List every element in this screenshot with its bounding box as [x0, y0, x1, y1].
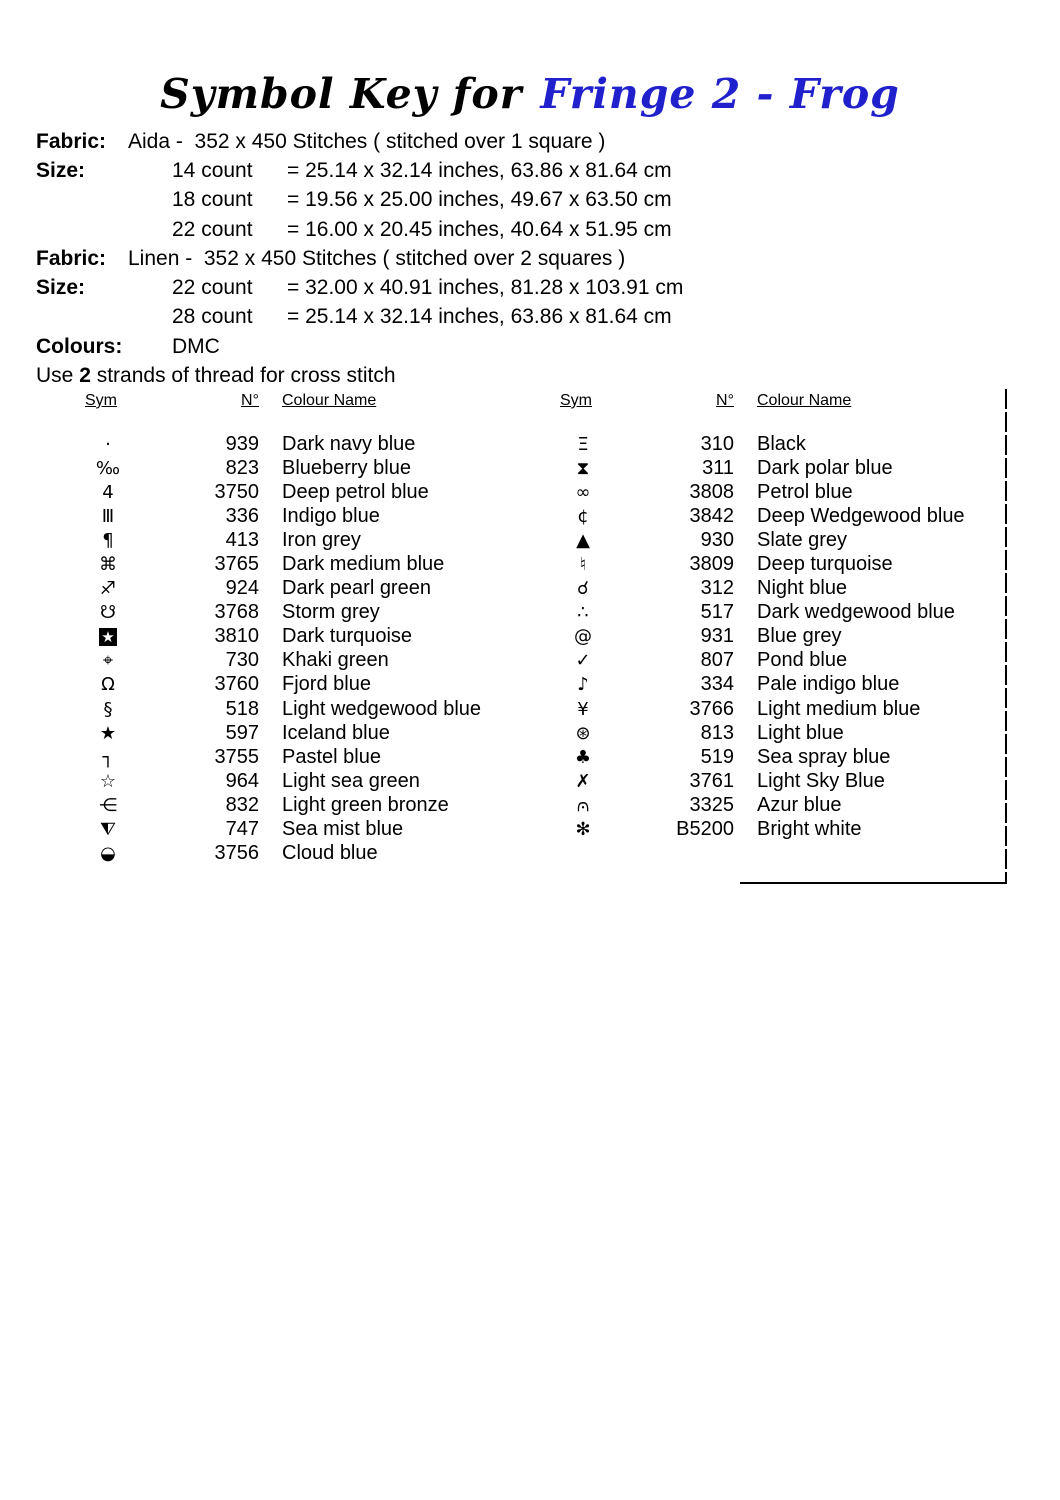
colour-name-cell: Dark turquoise	[282, 625, 413, 648]
colour-name-cell: Dark navy blue	[282, 432, 416, 455]
dmc-number-cell: 3750	[214, 480, 259, 503]
column-header-colour-name: Colour Name	[282, 392, 377, 409]
symbol-cell	[560, 747, 606, 768]
symbol-cell	[85, 602, 131, 623]
colour-name-cell: Iron grey	[282, 528, 361, 551]
colour-name-cell: Black	[757, 432, 806, 455]
colour-name-cell: Sea mist blue	[282, 818, 404, 841]
stitch-symbol: ⌘	[99, 554, 117, 576]
colour-name-cell: Deep Wedgewood blue	[757, 504, 965, 527]
table-row	[85, 673, 560, 697]
symbol-cell	[85, 843, 131, 864]
symbol-cell	[85, 458, 131, 479]
symbol-cell	[560, 699, 606, 720]
symbol-cell	[85, 747, 131, 768]
dmc-number-cell: 336	[225, 504, 259, 527]
table-row	[560, 432, 1000, 456]
dmc-number-cell: 3760	[214, 673, 259, 696]
dmc-number-cell: 3768	[214, 601, 259, 624]
stitch-symbol: @	[574, 626, 592, 648]
table-row	[560, 456, 1000, 480]
table-row	[85, 625, 560, 649]
info-label: Colours:	[36, 334, 123, 358]
stitch-symbol: ♐	[99, 578, 117, 600]
dmc-number-cell: 413	[225, 528, 259, 551]
dmc-number-cell: 964	[225, 769, 259, 792]
info-count: 28 count	[172, 305, 253, 329]
colour-name-cell: Light green bronze	[282, 793, 449, 816]
colour-name-cell: Blueberry blue	[282, 456, 411, 479]
key-table-left	[85, 389, 560, 866]
stitch-symbol: Ⅲ	[101, 505, 115, 527]
dmc-number-cell: 3756	[214, 842, 259, 865]
table-row	[85, 528, 560, 552]
table-row	[85, 793, 560, 817]
symbol-cell	[85, 795, 131, 816]
dmc-number-cell: 3842	[689, 504, 734, 527]
colour-name-cell: Fjord blue	[282, 673, 371, 696]
stitch-symbol: ⧗	[576, 457, 590, 479]
symbol-cell	[560, 458, 606, 479]
dmc-number-cell: 747	[225, 818, 259, 841]
info-count: DMC	[172, 334, 220, 358]
dmc-number-cell: 334	[700, 673, 734, 696]
info-dimensions: = 25.14 x 32.14 inches, 63.86 x 81.64 cm	[287, 158, 672, 182]
info-line	[36, 332, 683, 361]
stitch-symbol: ♣	[574, 746, 592, 768]
colour-name-cell: Pond blue	[757, 649, 848, 672]
dmc-number-cell: 823	[225, 456, 259, 479]
colour-name-cell: Dark medium blue	[282, 553, 445, 576]
symbol-cell	[85, 530, 131, 551]
info-count: 22 count	[172, 276, 253, 300]
symbol-cell	[85, 578, 131, 599]
info-line	[36, 361, 683, 390]
info-label: Size:	[36, 276, 86, 300]
symbol-cell	[85, 771, 131, 792]
stitch-symbol: ∞	[575, 481, 591, 503]
info-dimensions: = 25.14 x 32.14 inches, 63.86 x 81.64 cm	[287, 305, 672, 329]
symbol-cell	[85, 819, 131, 840]
stitch-symbol: ⩀	[576, 794, 590, 816]
stitch-symbol: ∴	[577, 602, 589, 624]
stitch-symbol: §	[103, 698, 113, 720]
stitch-symbol: ⧨	[99, 819, 117, 841]
page-title	[0, 70, 1060, 118]
stitch-symbol: ¶	[102, 529, 114, 551]
table-row	[560, 673, 1000, 697]
colour-name-cell: Light medium blue	[757, 697, 921, 720]
info-text: Aida - 352 x 450 Stitches ( stitched over 1 square )	[128, 129, 606, 153]
table-row	[560, 745, 1000, 769]
dmc-number-cell: 517	[700, 601, 734, 624]
dmc-number-cell: 3766	[689, 697, 734, 720]
colour-name-cell: Light wedgewood blue	[282, 697, 482, 720]
dmc-number-cell: 730	[225, 649, 259, 672]
colour-name-cell: Storm grey	[282, 601, 380, 624]
column-header-sym: Sym	[560, 392, 592, 409]
dmc-number-cell: 311	[702, 456, 734, 479]
symbol-cell	[560, 771, 606, 792]
info-count: 18 count	[172, 188, 253, 212]
symbol-cell	[560, 819, 606, 840]
table-row	[560, 601, 1000, 625]
stitch-symbol: ¢	[577, 505, 589, 527]
symbol-cell	[85, 506, 131, 527]
stitch-symbol: ‰	[95, 457, 121, 479]
info-line	[36, 273, 683, 302]
info-text: strands of thread for cross stitch	[90, 364, 396, 388]
table-row	[560, 625, 1000, 649]
dmc-number-cell: 3809	[689, 553, 734, 576]
colour-name-cell: Pale indigo blue	[757, 673, 900, 696]
stitch-symbol: ✓	[575, 650, 591, 672]
table-row	[560, 552, 1000, 576]
stitch-symbol: Ω	[101, 674, 115, 696]
stitch-symbol: ★	[99, 722, 117, 744]
table-right-border-line	[1005, 389, 1007, 884]
column-header-colour-name: Colour Name	[757, 392, 852, 409]
symbol-cell	[560, 482, 606, 503]
page-title-prefix: Symbol Key for	[160, 70, 523, 118]
info-line	[36, 127, 683, 156]
table-row	[560, 528, 1000, 552]
colour-name-cell: Iceland blue	[282, 721, 390, 744]
symbol-cell	[85, 482, 131, 503]
dmc-number-cell: 310	[700, 432, 734, 455]
stitch-symbol: ♮	[579, 554, 587, 576]
table-row	[560, 721, 1000, 745]
stitch-symbol: ¥	[577, 698, 589, 720]
colour-name-cell: Dark pearl green	[282, 577, 431, 600]
table-row	[85, 745, 560, 769]
info-line	[36, 244, 683, 273]
info-label: Fabric:	[36, 246, 107, 270]
colour-name-cell: Azur blue	[757, 793, 842, 816]
dmc-number-cell: 3325	[689, 793, 734, 816]
symbol-cell	[560, 434, 606, 455]
colour-name-cell: Indigo blue	[282, 504, 380, 527]
dmc-number-cell: 597	[225, 721, 259, 744]
info-dimensions: = 16.00 x 20.45 inches, 40.64 x 51.95 cm	[287, 217, 672, 241]
stitch-symbol: ☆	[99, 770, 117, 792]
info-count: 22 count	[172, 217, 253, 241]
stitch-symbol: ⋲	[99, 794, 117, 816]
key-table-right	[560, 389, 1000, 866]
table-row	[85, 432, 560, 456]
symbol-cell	[560, 506, 606, 527]
dmc-number-cell: 931	[700, 625, 734, 648]
info-count: 14 count	[172, 158, 253, 182]
colour-name-cell: Cloud blue	[282, 842, 378, 865]
symbol-cell	[85, 723, 131, 744]
info-text: Use	[36, 364, 80, 388]
colour-name-cell: Sea spray blue	[757, 745, 891, 768]
stitch-symbol: ✻	[575, 819, 591, 841]
dmc-number-cell: 312	[700, 577, 734, 600]
dmc-number-cell: 832	[225, 793, 259, 816]
info-dimensions: = 32.00 x 40.91 inches, 81.28 x 103.91 cm	[287, 276, 684, 300]
project-name: Fringe 2 - Frog	[540, 70, 900, 118]
symbol-cell	[560, 723, 606, 744]
dmc-number-cell: 3761	[689, 769, 734, 792]
info-label: Size:	[36, 158, 86, 182]
colour-name-cell: Pastel blue	[282, 745, 381, 768]
colour-name-cell: Slate grey	[757, 528, 848, 551]
dmc-number-cell: 924	[225, 577, 259, 600]
symbol-cell	[560, 650, 606, 671]
stitch-symbol: ◒	[100, 843, 116, 865]
table-row	[85, 769, 560, 793]
colour-name-cell: Deep petrol blue	[282, 480, 429, 503]
table-row	[560, 793, 1000, 817]
stitch-symbol: ⌖	[102, 650, 114, 672]
stitch-symbol: ▲	[576, 529, 590, 551]
table-row	[85, 504, 560, 528]
table-row	[85, 721, 560, 745]
table-row	[85, 818, 560, 842]
column-header-number: N°	[716, 392, 734, 409]
symbol-cell	[560, 674, 606, 695]
symbol-cell	[85, 650, 131, 671]
key-table-section	[0, 389, 1060, 866]
dmc-number-cell: 3810	[214, 625, 259, 648]
colour-name-cell: Dark wedgewood blue	[757, 601, 955, 624]
dmc-number-cell: 3765	[214, 553, 259, 576]
symbol-cell	[85, 434, 131, 455]
symbol-cell	[85, 674, 131, 695]
dmc-number-cell: 519	[700, 745, 734, 768]
dmc-number-cell: B5200	[676, 818, 734, 841]
info-line	[36, 156, 683, 185]
symbol-cell	[560, 530, 606, 551]
table-row	[560, 649, 1000, 673]
column-header-sym: Sym	[85, 392, 117, 409]
table-row	[85, 649, 560, 673]
symbol-cell	[560, 626, 606, 647]
table-row	[85, 577, 560, 601]
table-row	[85, 601, 560, 625]
info-text: Linen - 352 x 450 Stitches ( stitched over 2 squares )	[128, 246, 626, 270]
table-row	[560, 818, 1000, 842]
fabric-info-block	[36, 127, 683, 391]
colour-name-cell: Blue grey	[757, 625, 842, 648]
stitch-symbol: ☌	[576, 578, 590, 600]
table-row	[85, 456, 560, 480]
info-line	[36, 186, 683, 215]
symbol-cell	[560, 554, 606, 575]
colour-name-cell: Dark polar blue	[757, 456, 893, 479]
symbol-cell	[85, 699, 131, 720]
column-header-number: N°	[241, 392, 259, 409]
table-row	[560, 577, 1000, 601]
colour-name-cell: Bright white	[757, 818, 862, 841]
table-row	[85, 697, 560, 721]
info-label: Fabric:	[36, 129, 107, 153]
colour-name-cell: Deep turquoise	[757, 553, 893, 576]
colour-name-cell: Light Sky Blue	[757, 769, 885, 792]
colour-name-cell: Petrol blue	[757, 480, 853, 503]
colour-name-cell: Light blue	[757, 721, 844, 744]
stitch-symbol: 4	[102, 481, 114, 503]
symbol-cell	[560, 602, 606, 623]
key-table-right-header	[560, 389, 1000, 413]
colour-name-cell: Khaki green	[282, 649, 389, 672]
table-bottom-border-line	[740, 882, 1007, 884]
table-row	[85, 842, 560, 866]
table-row	[560, 504, 1000, 528]
dmc-number-cell: 518	[225, 697, 259, 720]
symbol-cell	[85, 554, 131, 575]
stitch-symbol: ┐	[102, 746, 114, 768]
info-line	[36, 215, 683, 244]
dmc-number-cell: 930	[700, 528, 734, 551]
symbol-cell	[560, 578, 606, 599]
stitch-symbol: ☋	[100, 602, 116, 624]
colour-name-cell: Light sea green	[282, 769, 420, 792]
symbol-cell	[560, 795, 606, 816]
symbol-cell	[85, 626, 131, 647]
dmc-number-cell: 813	[700, 721, 734, 744]
table-row	[85, 552, 560, 576]
table-row	[85, 480, 560, 504]
dmc-number-cell: 939	[225, 432, 259, 455]
key-table-left-header	[85, 389, 560, 413]
table-row	[560, 769, 1000, 793]
dmc-number-cell: 3755	[214, 745, 259, 768]
info-dimensions: = 19.56 x 25.00 inches, 49.67 x 63.50 cm	[287, 188, 672, 212]
stitch-symbol: Ξ	[577, 433, 589, 455]
strand-count: 2	[79, 364, 91, 388]
stitch-symbol: ♪	[577, 674, 589, 696]
dmc-number-cell: 807	[700, 649, 734, 672]
stitch-symbol: ·	[105, 433, 111, 455]
info-line	[36, 303, 683, 332]
stitch-symbol: ✗	[575, 770, 591, 792]
colour-name-cell: Night blue	[757, 577, 848, 600]
dmc-number-cell: 3808	[689, 480, 734, 503]
stitch-symbol: ★	[101, 628, 115, 647]
stitch-symbol: ⊛	[575, 722, 591, 744]
table-row	[560, 480, 1000, 504]
table-row	[560, 697, 1000, 721]
